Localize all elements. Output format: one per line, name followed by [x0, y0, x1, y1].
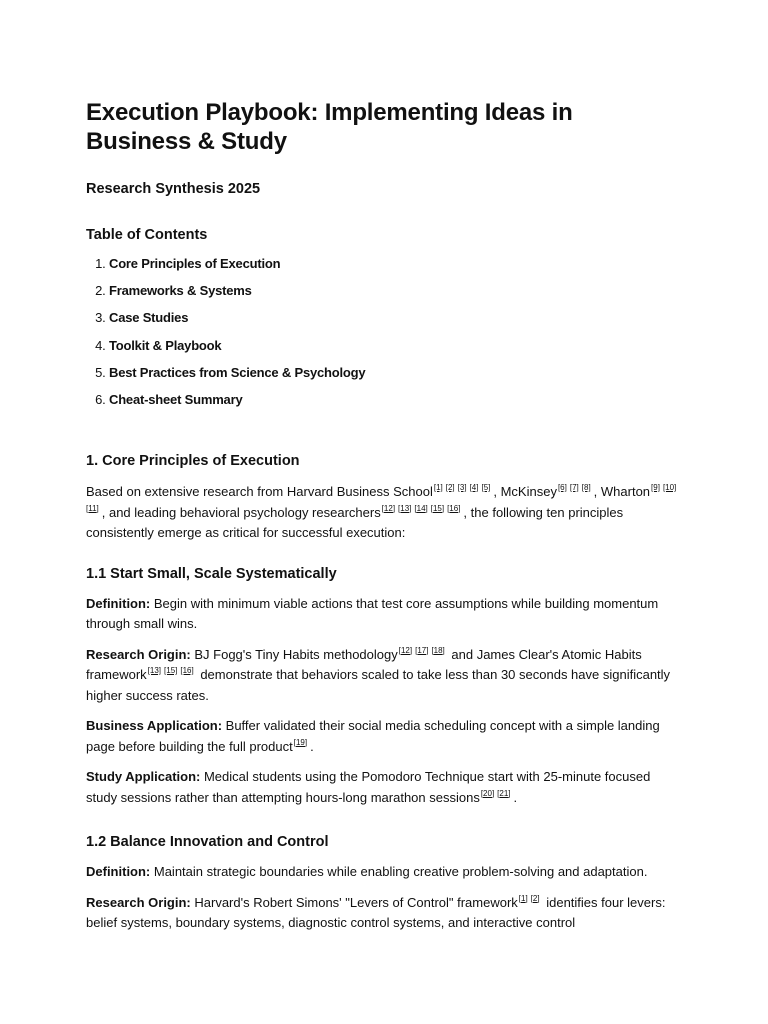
- research-origin-text: BJ Fogg's Tiny Habits methodology: [190, 646, 398, 662]
- citation-link[interactable]: [12]: [381, 503, 396, 513]
- citation-link[interactable]: [18]: [431, 645, 445, 655]
- punctuation: .: [513, 789, 518, 805]
- subsection-heading-start-small: 1.1 Start Small, Scale Systematically: [86, 565, 337, 582]
- citation-link[interactable]: [2]: [530, 893, 540, 903]
- toc-item-toolkit[interactable]: 4. Toolkit & Playbook: [109, 337, 682, 364]
- citation-link[interactable]: [14]: [414, 503, 428, 513]
- punctuation: .: [310, 738, 314, 754]
- research-origin-text: demonstrate that behaviors scaled to take less than 30 seconds have significantly higher success rates.: [86, 667, 671, 703]
- research-origin-text: Harvard's Robert Simons' "Levers of Control" framework: [190, 894, 518, 910]
- citation-link[interactable]: [13]: [147, 666, 162, 676]
- toc-item-case-studies[interactable]: 3. Case Studies: [109, 309, 682, 336]
- citation-link[interactable]: [11]: [86, 503, 99, 513]
- business-application-paragraph: [86, 716, 682, 757]
- research-origin-text: and James Clear's Atomic Habits framework: [86, 646, 642, 683]
- toc-item-best-practices[interactable]: 5. Best Practices from Science & Psychology: [109, 364, 682, 391]
- study-application-label: Study Application:: [86, 769, 201, 785]
- definition-label: Definition:: [86, 864, 151, 880]
- citation-group[interactable]: [399, 646, 448, 655]
- citation-link[interactable]: [3]: [457, 483, 467, 493]
- citation-group[interactable]: [434, 483, 494, 492]
- citation-link[interactable]: [17]: [415, 645, 429, 655]
- citation-link[interactable]: [13]: [398, 503, 412, 513]
- toc-item-frameworks[interactable]: 2. Frameworks & Systems: [109, 282, 682, 309]
- citation-link[interactable]: [19]: [293, 737, 308, 747]
- citation-group[interactable]: [294, 738, 310, 747]
- study-application-text: Medical students using the Pomodoro Technique start with 25-minute focused study sessions rather than attempting hours-long marathon sessions: [86, 769, 651, 805]
- citation-link[interactable]: [6]: [557, 483, 567, 493]
- research-origin-paragraph: [86, 893, 682, 934]
- citation-group[interactable]: [558, 483, 594, 492]
- intro-text: , McKinsey: [493, 484, 557, 500]
- citation-link[interactable]: [2]: [445, 483, 455, 493]
- citation-link[interactable]: [15]: [430, 503, 445, 513]
- citation-link[interactable]: [12]: [398, 645, 413, 655]
- research-origin-label: Research Origin:: [86, 894, 191, 910]
- study-application-paragraph: [86, 767, 682, 808]
- section-heading-core-principles: 1. Core Principles of Execution: [86, 453, 300, 470]
- citation-group[interactable]: [519, 894, 543, 903]
- toc-heading: Table of Contents: [86, 227, 208, 243]
- business-application-text: Buffer validated their social media scheduling concept with a simple landing page before building the full product: [86, 718, 660, 754]
- definition-paragraph: [86, 594, 682, 635]
- document-subtitle: Research Synthesis 2025: [86, 181, 261, 197]
- citation-group[interactable]: [382, 504, 464, 513]
- citation-link[interactable]: [1]: [433, 483, 443, 493]
- citation-group[interactable]: [148, 666, 197, 675]
- citation-link[interactable]: [4]: [469, 483, 479, 493]
- citation-link[interactable]: [16]: [180, 666, 194, 676]
- research-origin-text: identifies four levers: belief systems, boundary systems, diagnostic control systems, and interactive control: [86, 894, 666, 931]
- citation-link[interactable]: [21]: [497, 788, 511, 798]
- toc-item-cheat-sheet[interactable]: 6. Cheat-sheet Summary: [109, 391, 682, 418]
- intro-text: , the following ten principles consistently emerge as critical for successful execution:: [86, 504, 624, 541]
- citation-link[interactable]: [20]: [480, 788, 495, 798]
- intro-text: , and leading behavioral psychology researchers: [101, 504, 381, 520]
- section-intro-paragraph: [86, 482, 682, 544]
- citation-link[interactable]: [9]: [651, 483, 660, 493]
- citation-link[interactable]: [10]: [662, 483, 677, 493]
- citation-link[interactable]: [8]: [581, 483, 591, 493]
- citation-group[interactable]: [481, 789, 514, 798]
- definition-paragraph: [86, 862, 682, 883]
- intro-text: , Wharton: [593, 484, 651, 500]
- citation-link[interactable]: [7]: [569, 483, 579, 493]
- citation-link[interactable]: [15]: [164, 666, 178, 676]
- citation-link[interactable]: [16]: [447, 503, 461, 513]
- research-origin-label: Research Origin:: [86, 646, 191, 662]
- citation-link[interactable]: [1]: [518, 893, 528, 903]
- table-of-contents: [86, 255, 682, 418]
- intro-text: Based on extensive research from Harvard Business School: [86, 484, 433, 500]
- citation-link[interactable]: [5]: [481, 483, 491, 493]
- subsection-heading-balance-innovation: 1.2 Balance Innovation and Control: [86, 834, 329, 851]
- document-title: Execution Playbook: Implementing Ideas in Business & Study: [86, 99, 573, 155]
- research-origin-paragraph: [86, 645, 682, 707]
- definition-label: Definition:: [86, 595, 151, 611]
- definition-text: Maintain strategic boundaries while enabling creative problem-solving and adaptation.: [150, 864, 648, 880]
- definition-text: Begin with minimum viable actions that test core assumptions while building momentum through small wins.: [86, 595, 659, 632]
- toc-item-core-principles[interactable]: 1. Core Principles of Execution: [109, 255, 682, 282]
- business-application-label: Business Application:: [86, 718, 223, 734]
